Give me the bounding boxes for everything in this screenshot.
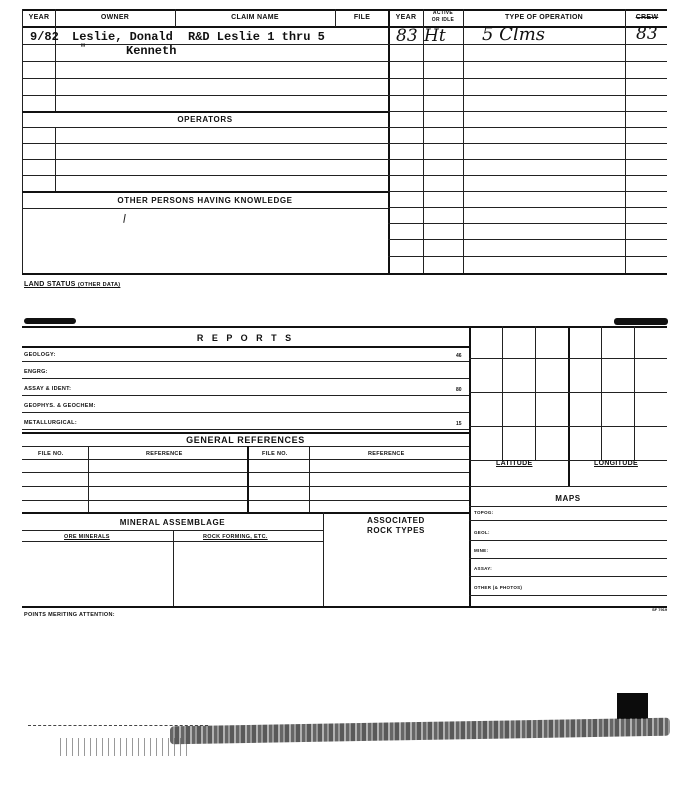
col-crew: CREW bbox=[635, 14, 659, 21]
report-row-number: 80 bbox=[456, 387, 462, 393]
maps-row-label: GEOL: bbox=[474, 530, 490, 535]
ink-smudge-right bbox=[614, 318, 668, 325]
associated-rock-types-2: ROCK TYPES bbox=[366, 526, 425, 535]
land-status-heading bbox=[24, 281, 120, 288]
report-row-label: METALLURGICAL: bbox=[24, 420, 77, 426]
land-status-label: LAND STATUS bbox=[24, 281, 76, 288]
col-claim-name: CLAIM NAME bbox=[231, 14, 279, 21]
col-active-idle-1: ACTIVE bbox=[432, 10, 454, 16]
col-file: FILE bbox=[353, 14, 371, 21]
associated-rock-types-1: ASSOCIATED bbox=[367, 516, 425, 525]
reports-heading: R E P O R T S bbox=[196, 333, 295, 343]
latitude-label: LATITUDE bbox=[496, 460, 533, 467]
ref-col-file-no-2: FILE NO. bbox=[262, 451, 288, 457]
col-year-2: YEAR bbox=[395, 14, 417, 21]
black-square-mark bbox=[617, 693, 648, 719]
entry-owner-ditto: " bbox=[80, 44, 87, 55]
col-owner: OWNER bbox=[100, 14, 130, 21]
mineral-col-rock-forming: ROCK FORMING, ETC. bbox=[203, 534, 268, 540]
report-row-label: ASSAY & IDENT: bbox=[24, 386, 72, 392]
mineral-assemblage-heading: MINERAL ASSEMBLAGE bbox=[119, 518, 226, 527]
operators-heading: OPERATORS bbox=[177, 115, 233, 124]
col-year: YEAR bbox=[28, 14, 50, 21]
points-meriting-attention: POINTS MERITING ATTENTION: bbox=[24, 612, 115, 618]
scan-noise-band bbox=[170, 718, 670, 745]
col-active-idle-2: OR IDLE bbox=[431, 17, 455, 23]
general-references-heading: GENERAL REFERENCES bbox=[186, 435, 305, 445]
maps-heading: MAPS bbox=[555, 494, 581, 503]
report-row-label: GEOLOGY: bbox=[24, 352, 56, 358]
maps-row-label: ASSAY: bbox=[474, 566, 493, 571]
report-row-number: 46 bbox=[456, 353, 462, 359]
maps-row-label: OTHER (& PHOTOS) bbox=[474, 585, 523, 590]
report-row-number: 15 bbox=[456, 421, 462, 427]
maps-row-label: MINE: bbox=[474, 548, 489, 553]
form-number: SF 7919 bbox=[652, 607, 668, 612]
report-row-label: GEOPHYS. & GEOCHEM: bbox=[24, 403, 96, 409]
ref-col-reference-1: REFERENCE bbox=[146, 451, 183, 457]
report-row-label: ENGRG: bbox=[24, 369, 48, 375]
longitude-label: LONGITUDE bbox=[594, 460, 638, 467]
land-status-sub: (OTHER DATA) bbox=[77, 282, 121, 288]
entry-owner-line2: Kenneth bbox=[126, 44, 177, 58]
col-type-of-operation: TYPE OF OPERATION bbox=[504, 14, 584, 21]
entry-hand-year: 83 bbox=[396, 26, 418, 46]
ref-col-reference-2: REFERENCE bbox=[368, 451, 405, 457]
ref-col-file-no-1: FILE NO. bbox=[38, 451, 64, 457]
mineral-col-ore: ORE MINERALS bbox=[64, 534, 110, 540]
entry-claim: R&D Leslie 1 thru 5 bbox=[188, 30, 325, 44]
maps-row-label: TOPOG: bbox=[474, 510, 494, 515]
entry-hand-type: 5 Clms bbox=[482, 24, 546, 45]
entry-hand-crew: 83 bbox=[636, 24, 658, 44]
ink-smudge-left bbox=[24, 318, 76, 324]
entry-owner: Leslie, Donald bbox=[72, 30, 173, 44]
hand-mark bbox=[123, 214, 127, 223]
other-persons-heading: OTHER PERSONS HAVING KNOWLEDGE bbox=[117, 196, 293, 205]
scan-noise-left bbox=[60, 738, 190, 756]
entry-year: 9/82 bbox=[30, 30, 59, 44]
entry-hand-active: Ht bbox=[424, 26, 446, 46]
form-top-table bbox=[0, 0, 678, 280]
